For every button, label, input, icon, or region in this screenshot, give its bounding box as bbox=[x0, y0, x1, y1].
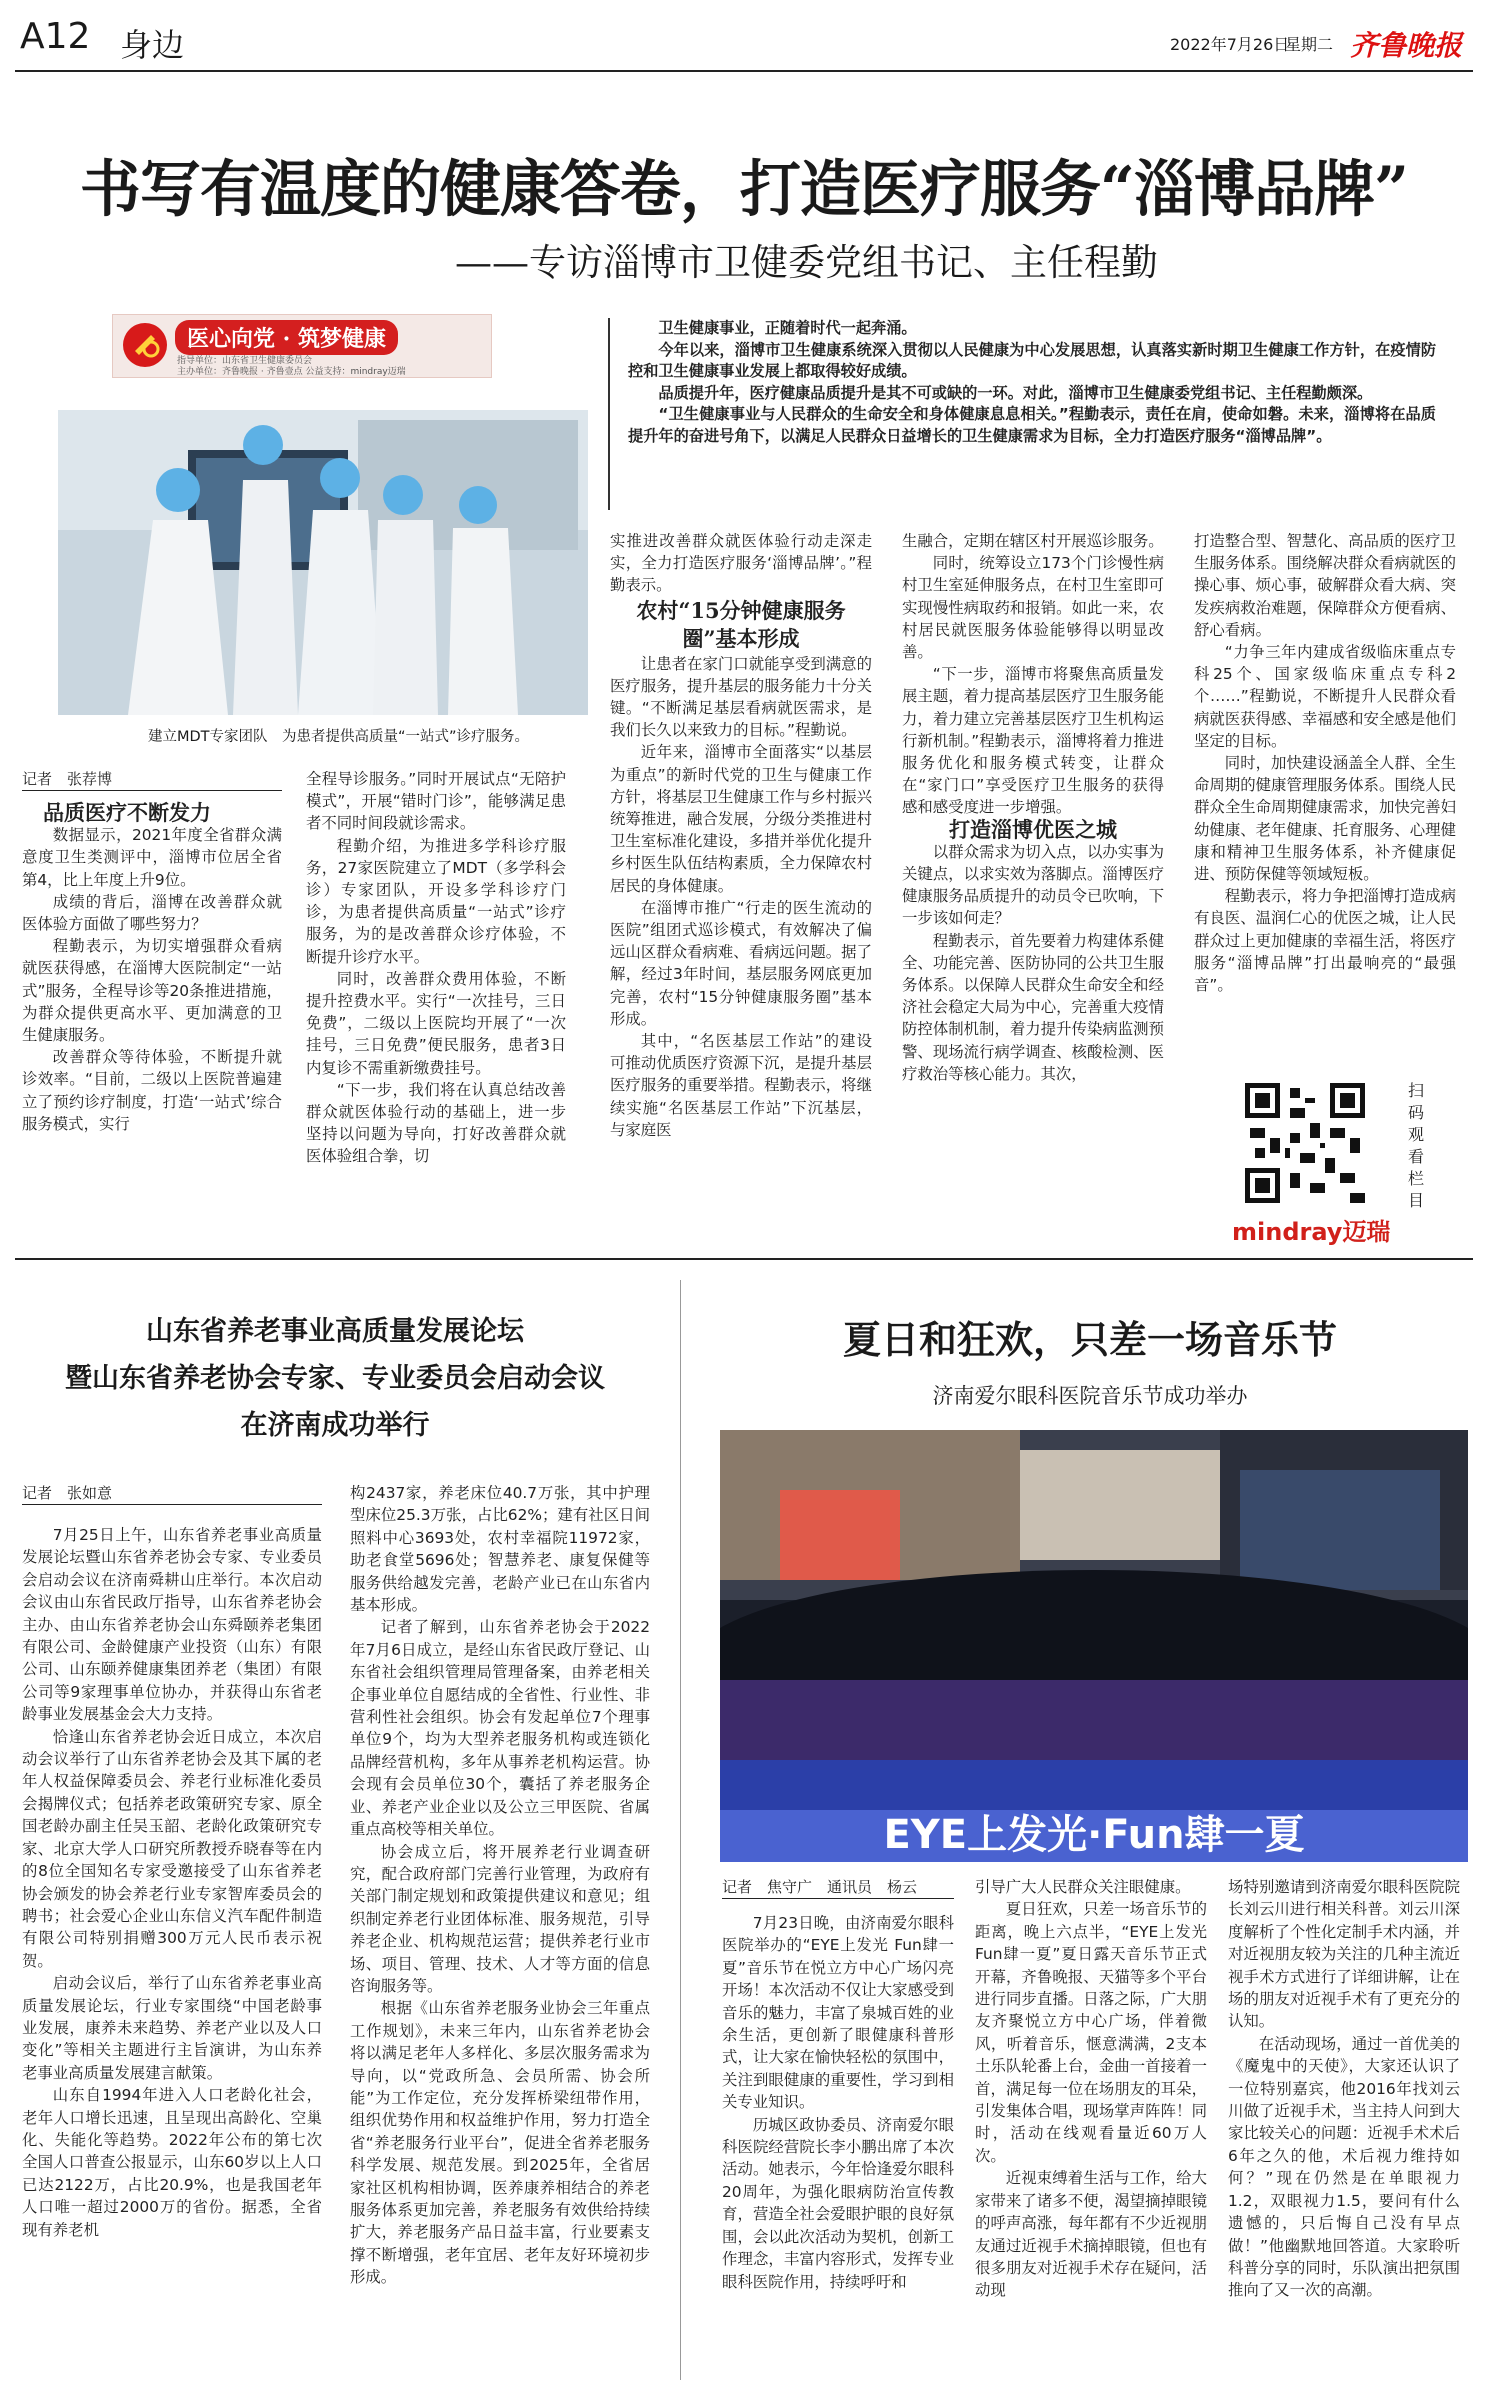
headline-line: 暨山东省养老协会专家、专业委员会启动会议 bbox=[65, 1363, 605, 1394]
paragraph: 场特别邀请到济南爱尔眼科医院院长刘云川进行相关科普。刘云川深度解析了个性化定制手术内涵，并对近视朋友较为关注的几种主流近视手术方式进行了详细讲解，让在场的朋友对近视手术有了更充分的认知。 bbox=[1228, 1878, 1460, 2031]
byline-rule bbox=[22, 790, 282, 791]
subheading-excellent-city: 打造淄博优医之城 bbox=[949, 816, 1117, 842]
paragraph: “下一步，我们将在认真总结改善群众就医体验行动的基础上，进一步坚持以问题为导向，打好改善群众就医体验组合拳，切 bbox=[306, 1080, 566, 1166]
paragraph: 构2437家，养老床位40.7万张，其中护理型床位25.3万张，占比62%；建有社区日间照料中心3693处，农村幸福院11972家，助老食堂5696处；智慧养老、康复保健等服务供给越发完善，老龄产业已在山东省内基本形成。 bbox=[350, 1484, 650, 1615]
main-col-2 bbox=[306, 768, 566, 1168]
lead-block bbox=[628, 318, 1436, 447]
lead-paragraph: 卫生健康事业，正随着时代一起奔涌。 bbox=[658, 319, 917, 337]
issue-date: 2022年7月26日 bbox=[1170, 35, 1290, 54]
elderly-forum-byline: 记者 张如意 bbox=[22, 1484, 113, 1502]
paragraph: 协会成立后，将开展养老行业调查研究，配合政府部门完善行业管理，为政府有关部门制定规划和政策提供建议和意见；组织制定养老行业团体标准、服务规范，引导养老企业、机构规范运营；提供养老行业市场、项目、管理、技术、人才等方面的信息咨询服务等。 bbox=[350, 1842, 650, 1995]
paragraph: 成绩的背后，淄博在改善群众就医体验方面做了哪些努力？ bbox=[22, 892, 282, 934]
paragraph: 引导广大人民群众关注眼健康。 bbox=[975, 1878, 1191, 1896]
paragraph: 程勤介绍，为推进多学科诊疗服务，27家医院建立了MDT（多学科会诊）专家团队，开设多学科诊疗门诊，为患者提供高质量“一站式”诊疗服务，为的是改善群众诊疗体验，不断提升诊疗水平。 bbox=[306, 836, 566, 966]
paragraph: 7月23日晚，由济南爱尔眼科医院举办的“EYE上发光 Fun肆一夏”音乐节在悦立方中心广场闪亮开场！本次活动不仅让大家感受到音乐的魅力，丰富了泉城百姓的业余生活，更创新了眼健康科普形式，让大家在愉快轻松的氛围中，关注到眼健康的重要性，学习到相关专业知识。 bbox=[722, 1914, 954, 2112]
paragraph: 数据显示，2021年度全省群众满意度卫生类测评中，淄博市位居全省第4，比上年度上升9位。 bbox=[22, 826, 282, 889]
lead-paragraph: 品质提升年，医疗健康品质提升是其不可或缺的一环。对此，淄博市卫生健康委党组书记、主任程勤颇深。 bbox=[658, 383, 1373, 402]
paragraph: 山东自1994年进入人口老龄化社会，老年人口增长迅速，且呈现出高龄化、空巢化、失能化等趋势。2022年公布的第七次全国人口普查公报显示，山东60岁以上人口已达2122万，占比20.9%，也是我国老年人口唯一超过2000万的省份。据悉，全省现有养老机 bbox=[22, 2086, 322, 2239]
festival-col-2 bbox=[975, 1876, 1223, 2302]
page-header bbox=[0, 0, 1488, 70]
paragraph: 历城区政协委员、济南爱尔眼科医院经营院长李小鹏出席了本次活动。她表示，今年恰逢爱尔眼科20周年，为强化眼病防治宣传教育，营造全社会爱眼护眼的良好氛围，会以此次活动为契机，创新工作理念，丰富内容形式，发挥专业眼科医院作用，持续呼吁和 bbox=[722, 2115, 954, 2291]
paragraph: 打造整合型、智慧化、高品质的医疗卫生服务体系。围绕解决群众看病就医的操心事、烦心事，破解群众看大病、突发疾病救治难题，保障群众方便看病、舒心看病。 bbox=[1194, 532, 1456, 639]
main-col-1 bbox=[22, 802, 282, 1135]
paragraph: 同时，加快建设涵盖全人群、全生命周期的健康管理服务体系。围绕人民群众全生命周期健康需求，加快完善妇幼健康、老年健康、托育服务、心理健康和精神卫生服务体系，补齐健康促进、预防保健等领域短板。 bbox=[1194, 754, 1456, 884]
paragraph: “力争三年内建成省级临床重点专科25个、国家级临床重点专科2个……”程勤说，不断提升人民群众看病就医获得感、幸福感和安全感是他们坚定的目标。 bbox=[1194, 643, 1456, 750]
paragraph: 全程导诊服务。”同时开展试点“无陪护模式”，开展“错时门诊”，能够满足患者不同时间段就诊需求。 bbox=[306, 770, 566, 833]
main-subheadline: ——专访淄博市卫健委党组书记、主任程勤 bbox=[455, 241, 1158, 284]
main-headline: 书写有温度的健康答卷，打造医疗服务“淄博品牌” bbox=[79, 154, 1409, 225]
paper-logo: 齐鲁晚报 bbox=[1350, 29, 1463, 62]
music-festival-photo bbox=[720, 1430, 1468, 1862]
banner-title: 医心向党 · 筑梦健康 bbox=[175, 320, 398, 355]
section-name: 身边 bbox=[120, 26, 185, 64]
main-col-4 bbox=[902, 530, 1164, 1085]
paragraph: 近视束缚着生活与工作，给大家带来了诸多不便，渴望摘掉眼镜的呼声高涨，每年都有不少近视朋友通过近视手术摘掉眼镜，但也有很多朋友对近视手术存在疑问，活动现 bbox=[975, 2169, 1207, 2300]
stage-banner-text: EYE上发光·Fun肆一夏 bbox=[883, 1812, 1305, 1858]
elderly-forum-headline bbox=[10, 1308, 660, 1449]
banner-line1: 指导单位：山东省卫生健康委员会 bbox=[177, 356, 313, 366]
paragraph: 启动会议后，举行了山东省养老事业高质量发展论坛，行业专家围绕“中国老龄事业发展，康养未来趋势、养老产业以及人口变化”等相关主题进行主旨演讲，为山东养老事业高质量发展建言献策。 bbox=[22, 1974, 322, 2082]
page-number: A12 bbox=[20, 16, 91, 57]
paragraph: “下一步，淄博市将聚焦高质量发展主题，着力提高基层医疗卫生服务能力，着力建立完善基层医疗卫生机构运行新机制。”程勤表示，淄博将着力推进服务优化和服务模式转变，让群众在“家门口”享受医疗卫生服务的获得感和感受度进一步增强。 bbox=[902, 665, 1164, 817]
paragraph: 在活动现场，通过一首优美的《魔鬼中的天使》，大家还认识了一位特别嘉宾，他2016年找刘云川做了近视手术，当主持人问到大家比较关心的问题：近视手术术后6年之久的他，术后视力维持如何？”现在仍然是在单眼视力1.2，双眼视力1.5，要问有什么遗憾的，只后悔自己没有早点做！”他幽默地回答道。大家聆听科普分享的同时，乐队演出把氛围推向了又一次的高潮。 bbox=[1228, 2034, 1460, 2300]
festival-col-1 bbox=[722, 1912, 954, 2293]
festival-col-3 bbox=[1228, 1876, 1460, 2302]
paragraph: 恰逢山东省养老协会近日成立，本次启动会议举行了山东省养老协会及其下属的老年人权益保障委员会、养老行业标准化委员会揭牌仪式；包括养老政策研究专家、原全国老龄办副主任吴玉韶、老龄化政策研究专家、北京大学人口研究所教授乔晓春等在内的8位全国知名专家受邀接受了山东省养老协会颁发的协会养老行业专家智库委员会的聘书；社会爱心企业山东信义汽车配件制造有限公司特别捐赠300万元人民币表示祝贺。 bbox=[22, 1727, 322, 1970]
sponsor-logo: mindray迈瑞 bbox=[1232, 1218, 1391, 1246]
byline-rule bbox=[22, 1504, 322, 1505]
paragraph: 同时，改善群众费用体验，不断提升控费水平。实行“一次挂号，三日免费”，二级以上医院均开展了“一次挂号，三日免费”便民服务，患者3日内复诊不需重新缴费挂号。 bbox=[306, 969, 566, 1077]
paragraph: 改善群众等待体验，不断提升就诊效率。“目前，二级以上医院普遍建立了预约诊疗制度，打造‘一站式’综合服务模式，实行 bbox=[22, 1048, 282, 1133]
photo-caption: 建立MDT专家团队 为患者提供高质量“一站式”诊疗服务。 bbox=[148, 729, 530, 745]
lead-paragraph: “卫生健康事业与人民群众的生命安全和身体健康息息相关。”程勤表示，责任在肩，使命如磐。未来，淄博将在品质提升年的奋进号角下，以满足人民群众日益增长的卫生健康需求为目标，全力打造医疗服务“淄博品牌”。 bbox=[628, 405, 1436, 445]
paragraph: 7月25日上午，山东省养老事业高质量发展论坛暨山东省养老协会专家、专业委员会启动会议在济南舜耕山庄举行。本次启动会议由山东省民政厅指导，山东省养老协会主办、由山东省养老协会山东舜颐养老集团有限公司、金龄健康产业投资（山东）有限公司、山东颐养健康集团养老（集团）有限公司等9家理事单位协办，并获得山东省老龄事业发展基金会大力支持。 bbox=[22, 1526, 322, 1724]
issue-weekday: 星期二 bbox=[1285, 35, 1334, 54]
paragraph: 近年来，淄博市全面落实“以基层为重点”的新时代党的卫生与健康工作方针，将基层卫生健康工作与乡村振兴统筹推进，融合发展，分级分类推进村卫生室标准化建设，多措并举优化提升乡村医生队伍结构素质，全力保障农村居民的身体健康。 bbox=[610, 743, 872, 895]
music-festival-headline: 夏日和狂欢，只差一场音乐节 bbox=[842, 1317, 1337, 1362]
main-col-3 bbox=[610, 530, 872, 1141]
paragraph: 生融合，定期在辖区村开展巡诊服务。 bbox=[902, 532, 1164, 550]
mdt-team-photo bbox=[58, 410, 588, 715]
paragraph: 夏日狂欢，只差一场音乐节的距离，晚上六点半，“EYE上发光 Fun肆一夏”夏日露天音乐节正式开幕，齐鲁晚报、天猫等多个平台进行同步直播。日落之际，广大朋友齐聚悦立方中心广场，伴着微风，听着音乐，惬意满满，2支本土乐队轮番上台，金曲一首接着一首，满足每一位在场朋友的耳朵，引发集体合唱，现场掌声阵阵！同时，活动在线观看量近60万人次。 bbox=[975, 1900, 1223, 2165]
lead-paragraph: 今年以来，淄博市卫生健康系统深入贯彻以人民健康为中心发展思想，认真落实新时期卫生健康工作方针，在疫情防控和卫生健康事业发展上都取得较好成绩。 bbox=[628, 340, 1436, 380]
qr-caption: 扫码观看栏目 bbox=[1408, 1081, 1425, 1210]
subheading-quality: 品质医疗不断发力 bbox=[43, 800, 211, 825]
paragraph: 以群众需求为切入点，以办实事为关键点，以求实效为落脚点。淄博医疗健康服务品质提升的动员令已吹响，下一步该如何走？ bbox=[902, 842, 1164, 928]
paragraph: 程勤表示，为切实增强群众看病就医获得感，在淄博大医院制定“一站式”服务，全程导诊等20条推进措施，为群众提供更高水平、更加满意的卫生健康服务。 bbox=[22, 937, 282, 1045]
music-festival-subheadline: 济南爱尔眼科医院音乐节成功举办 bbox=[932, 1384, 1248, 1408]
paragraph: 程勤表示，首先要着力构建体系健全、功能完善、医防协同的公共卫生服务体系。以保障人民群众生命安全和经济社会稳定大局为中心，完善重大疫情防控体制机制，着力提升传染病监测预警、现场流行病学调查、核酸检测、医疗救治等核心能力。其次， bbox=[902, 931, 1164, 1083]
section-divider bbox=[15, 1258, 1473, 1260]
paragraph: 程勤表示，将力争把淄博打造成病有良医、温润仁心的优医之城，让人民群众过上更加健康的幸福生活，将医疗服务“淄博品牌”打出最响亮的“最强音”。 bbox=[1194, 887, 1456, 995]
paragraph: 让患者在家门口就能享受到满意的医疗服务，提升基层的服务能力十分关键。“不断满足基层看病就医需求，是我们长久以来致力的目标。”程勤说。 bbox=[610, 654, 872, 740]
lead-divider bbox=[608, 318, 610, 510]
elderly-col-1 bbox=[22, 1524, 322, 2241]
banner-line2: 主办单位：齐鲁晚报 · 齐鲁壹点 公益支持：mindray迈瑞 bbox=[177, 367, 406, 377]
elderly-col-2 bbox=[350, 1482, 650, 2289]
main-col-5 bbox=[1194, 530, 1456, 996]
subheading-rural: 农村“15分钟健康服务圈”基本形成 bbox=[636, 597, 846, 651]
paragraph: 实推进改善群众就医体验行动走深走实，全力打造医疗服务‘淄博品牌’。”程勤表示。 bbox=[610, 532, 872, 595]
paragraph: 记者了解到，山东省养老协会于2022年7月6日成立，是经山东省民政厅登记、山东省社会组织管理局管理备案，由养老相关企事业单位自愿结成的全省性、行业性、非营利性社会组织。协会有发起单位7个理事单位9个，均为大型养老服务机构或连锁化品牌经营机构，多年从事养老机构运营。协会现有会员单位30个，囊括了养老服务企业、养老产业企业以及公立三甲医院、省属重点高校等相关单位。 bbox=[350, 1618, 650, 1839]
vertical-divider bbox=[680, 1280, 681, 2380]
column-banner bbox=[112, 314, 492, 378]
paragraph: 同时，统筹设立173个门诊慢性病村卫生室延伸服务点，在村卫生室即可实现慢性病取药和报销。如此一来，农村居民就医服务体验能够得以明显改善。 bbox=[902, 554, 1164, 662]
header-rule bbox=[15, 70, 1473, 72]
headline-line: 在济南成功举行 bbox=[240, 1410, 430, 1441]
party-emblem-icon bbox=[121, 321, 169, 369]
qr-code[interactable] bbox=[1240, 1078, 1370, 1208]
paragraph: 在淄博市推广“行走的医生流动的医院”组团式巡诊模式，有效解决了偏远山区群众看病难、看病远问题。据了解，经过3年时间，基层服务网底更加完善，农村“15分钟健康服务圈”基本形成。 bbox=[610, 898, 872, 1028]
byline-rule bbox=[722, 1898, 954, 1899]
main-byline: 记者 张荐博 bbox=[22, 770, 113, 788]
headline-line: 山东省养老事业高质量发展论坛 bbox=[146, 1316, 524, 1347]
paragraph: 其中，“名医基层工作站”的建设可推动优质医疗资源下沉，是提升基层医疗服务的重要举措。程勤表示，将继续实施“名医基层工作站”下沉基层，与家庭医 bbox=[610, 1032, 872, 1139]
music-festival-byline: 记者 焦守广 通讯员 杨云 bbox=[722, 1878, 918, 1896]
paragraph: 根据《山东省养老服务业协会三年重点工作规划》，未来三年内，山东省养老协会将以满足老年人多样化、多层次服务需求为导向，以“党政所急、会员所需、协会所能”为工作定位，充分发挥桥梁纽带作用，组织优势作用和权益维护作用，努力打造全省“养老服务行业平台”，促进全省养老服务科学发展、规范发展。到2025年，全省居家社区机构相协调，医养康养相结合的养老服务体系更加完善，养老服务有效供给持续扩大，养老服务产品日益丰富，行业要素支撑不断增强，老年宜居、老年友好环境初步形成。 bbox=[350, 1999, 650, 2287]
